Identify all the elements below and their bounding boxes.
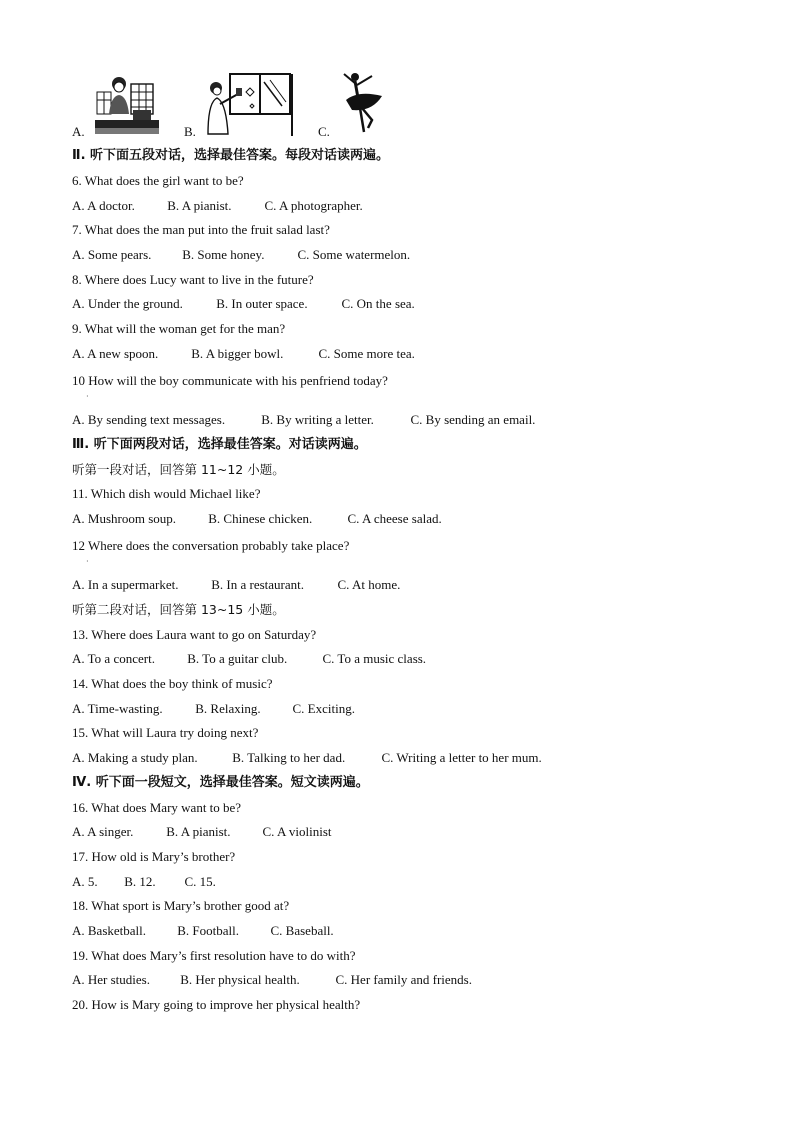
- question-6-options: [72, 198, 363, 214]
- option-b: B. By writing a letter.: [261, 412, 374, 427]
- option-b: B. Chinese chicken.: [208, 511, 313, 526]
- question-7-options: [72, 247, 410, 263]
- question-7: 7. What does the man put into the fruit salad last?: [72, 222, 330, 237]
- option-c: C. A violinist: [262, 824, 332, 839]
- option-a: A. Making a study plan.: [72, 750, 198, 765]
- question-9: 9. What will the woman get for the man?: [72, 321, 286, 336]
- option-c: C. A photographer.: [264, 198, 363, 213]
- option-c: C. Exciting.: [292, 701, 355, 716]
- option-a: A. Mushroom soup.: [72, 511, 177, 526]
- question-13: 13. Where does Laura want to go on Saturday?: [72, 627, 317, 642]
- option-a: A. Time-wasting.: [72, 701, 163, 716]
- question-18-options: [72, 923, 334, 939]
- option-a: A. In a supermarket.: [72, 577, 179, 592]
- option-b: B. To a guitar club.: [187, 651, 288, 666]
- question-16: 16. What does Mary want to be?: [72, 800, 242, 815]
- question-8: 8. Where does Lucy want to live in the future?: [72, 272, 314, 287]
- option-b: B. In outer space.: [216, 296, 308, 311]
- picture-label-b: B.: [184, 124, 196, 139]
- question-10-options: [72, 412, 535, 428]
- option-c: C. By sending an email.: [410, 412, 536, 427]
- question-15: 15. What will Laura try doing next?: [72, 725, 259, 740]
- question-9-options: [72, 346, 415, 362]
- footnote-mark: ·: [86, 557, 89, 566]
- option-b: B. Some honey.: [182, 247, 265, 262]
- question-16-options: [72, 824, 332, 840]
- option-b: B. A pianist.: [166, 824, 231, 839]
- option-c: C. Some more tea.: [318, 346, 415, 361]
- option-a: A. Under the ground.: [72, 296, 183, 311]
- option-b: B. Football.: [177, 923, 240, 938]
- option-c: C. On the sea.: [341, 296, 415, 311]
- question-10: 10 How will the boy communicate with his penfriend today?: [72, 373, 388, 388]
- question-8-options: [72, 296, 415, 312]
- option-b: B. Relaxing.: [195, 701, 261, 716]
- option-b: B. Her physical health.: [180, 972, 300, 987]
- question-12-options: [72, 577, 400, 593]
- option-a: A. Some pears.: [72, 247, 152, 262]
- option-c: C. Writing a letter to her mum.: [381, 750, 542, 765]
- section-4-heading: Ⅳ. 听下面一段短文，选择最佳答案。短文读两遍。: [72, 775, 369, 790]
- option-a: A. 5.: [72, 874, 98, 889]
- question-19: 19. What does Mary’s first resolution have to do with?: [72, 948, 356, 963]
- question-15-options: [72, 750, 542, 766]
- option-a: A. A doctor.: [72, 198, 135, 213]
- option-b: B. 12.: [124, 874, 156, 889]
- section-3-part-2-instruction: 听第二段对话，回答第 13~15 小题。: [72, 602, 285, 617]
- question-6: 6. What does the girl want to be?: [72, 173, 244, 188]
- option-c: C. Her family and friends.: [335, 972, 472, 987]
- ballet-dancer-icon: [338, 70, 388, 136]
- person-cooking-icon: [95, 76, 159, 134]
- option-c: C. A cheese salad.: [347, 511, 442, 526]
- option-a: A. A new spoon.: [72, 346, 159, 361]
- option-b: B. A bigger bowl.: [191, 346, 284, 361]
- question-19-options: [72, 972, 472, 988]
- picture-label-c: C.: [318, 124, 330, 139]
- question-18: 18. What sport is Mary’s brother good at?: [72, 898, 290, 913]
- option-c: C. 15.: [184, 874, 216, 889]
- option-a: A. A singer.: [72, 824, 134, 839]
- question-20: 20. How is Mary going to improve her physical health?: [72, 997, 361, 1012]
- section-2-heading: Ⅱ. 听下面五段对话，选择最佳答案。每段对话读两遍。: [72, 148, 390, 163]
- section-3-heading: Ⅲ. 听下面两段对话，选择最佳答案。对话读两遍。: [72, 437, 367, 452]
- option-a: A. Her studies.: [72, 972, 150, 987]
- question-13-options: [72, 651, 426, 667]
- option-c: C. Some watermelon.: [297, 247, 411, 262]
- option-b: B. Talking to her dad.: [232, 750, 346, 765]
- question-14-options: [72, 701, 355, 717]
- option-c: C. Baseball.: [270, 923, 334, 938]
- section-3-part-1-instruction: 听第一段对话，回答第 11~12 小题。: [72, 462, 285, 477]
- question-14: 14. What does the boy think of music?: [72, 676, 273, 691]
- option-b: B. A pianist.: [167, 198, 232, 213]
- question-17-options: [72, 874, 216, 890]
- picture-label-a: A.: [72, 124, 85, 139]
- option-a: A. By sending text messages.: [72, 412, 226, 427]
- question-12: 12 Where does the conversation probably take place?: [72, 538, 350, 553]
- question-11: 11. Which dish would Michael like?: [72, 486, 261, 501]
- question-17: 17. How old is Mary’s brother?: [72, 849, 236, 864]
- option-a: A. Basketball.: [72, 923, 147, 938]
- option-a: A. To a concert.: [72, 651, 155, 666]
- option-b: B. In a restaurant.: [211, 577, 305, 592]
- option-c: C. At home.: [337, 577, 401, 592]
- question-11-options: [72, 511, 442, 527]
- option-c: C. To a music class.: [322, 651, 427, 666]
- footnote-mark: ·: [86, 392, 89, 401]
- girl-cleaning-window-icon: [204, 72, 294, 136]
